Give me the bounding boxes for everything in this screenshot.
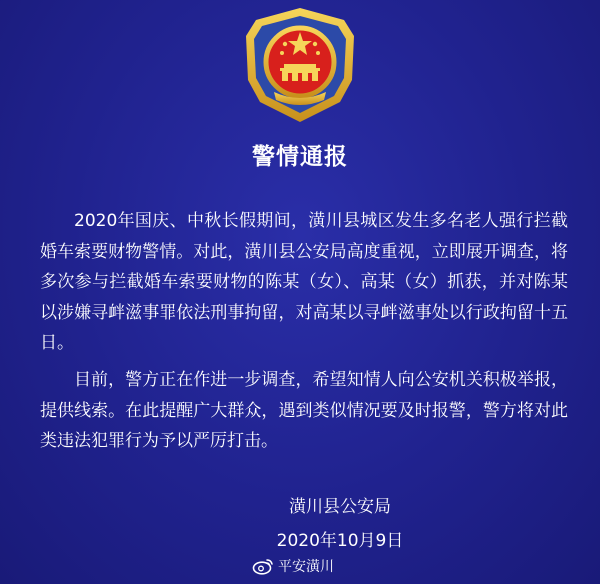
issuer-name: 潢川县公安局	[289, 497, 391, 517]
notice-title: 警情通报	[252, 144, 348, 170]
police-emblem-icon	[240, 6, 360, 124]
watermark-account: 平安潢川	[278, 559, 334, 575]
notice-paragraph-2: 目前，警方正在作进一步调查，希望知情人向公安机关积极举报，提供线索。在此提醒广大群众，遇到类似情况要及时报警，警方将对此类违法犯罪行为予以严厉打击。	[40, 370, 568, 451]
weibo-icon	[252, 557, 274, 575]
notice-paragraph-1: 2020年国庆、中秋长假期间，潢川县城区发生多名老人强行拦截婚车索要财物警情。对此，潢川县公安局高度重视，立即展开调查，将多次参与拦截婚车索要财物的陈某（女）、高某（女）抓获，并对陈某以涉嫌寻衅滋事罪依法刑事拘留，对高某以寻衅滋事处以行政拘留十五日。	[40, 211, 568, 353]
weibo-watermark	[252, 556, 334, 576]
issue-date: 2020年10月9日	[276, 531, 404, 551]
